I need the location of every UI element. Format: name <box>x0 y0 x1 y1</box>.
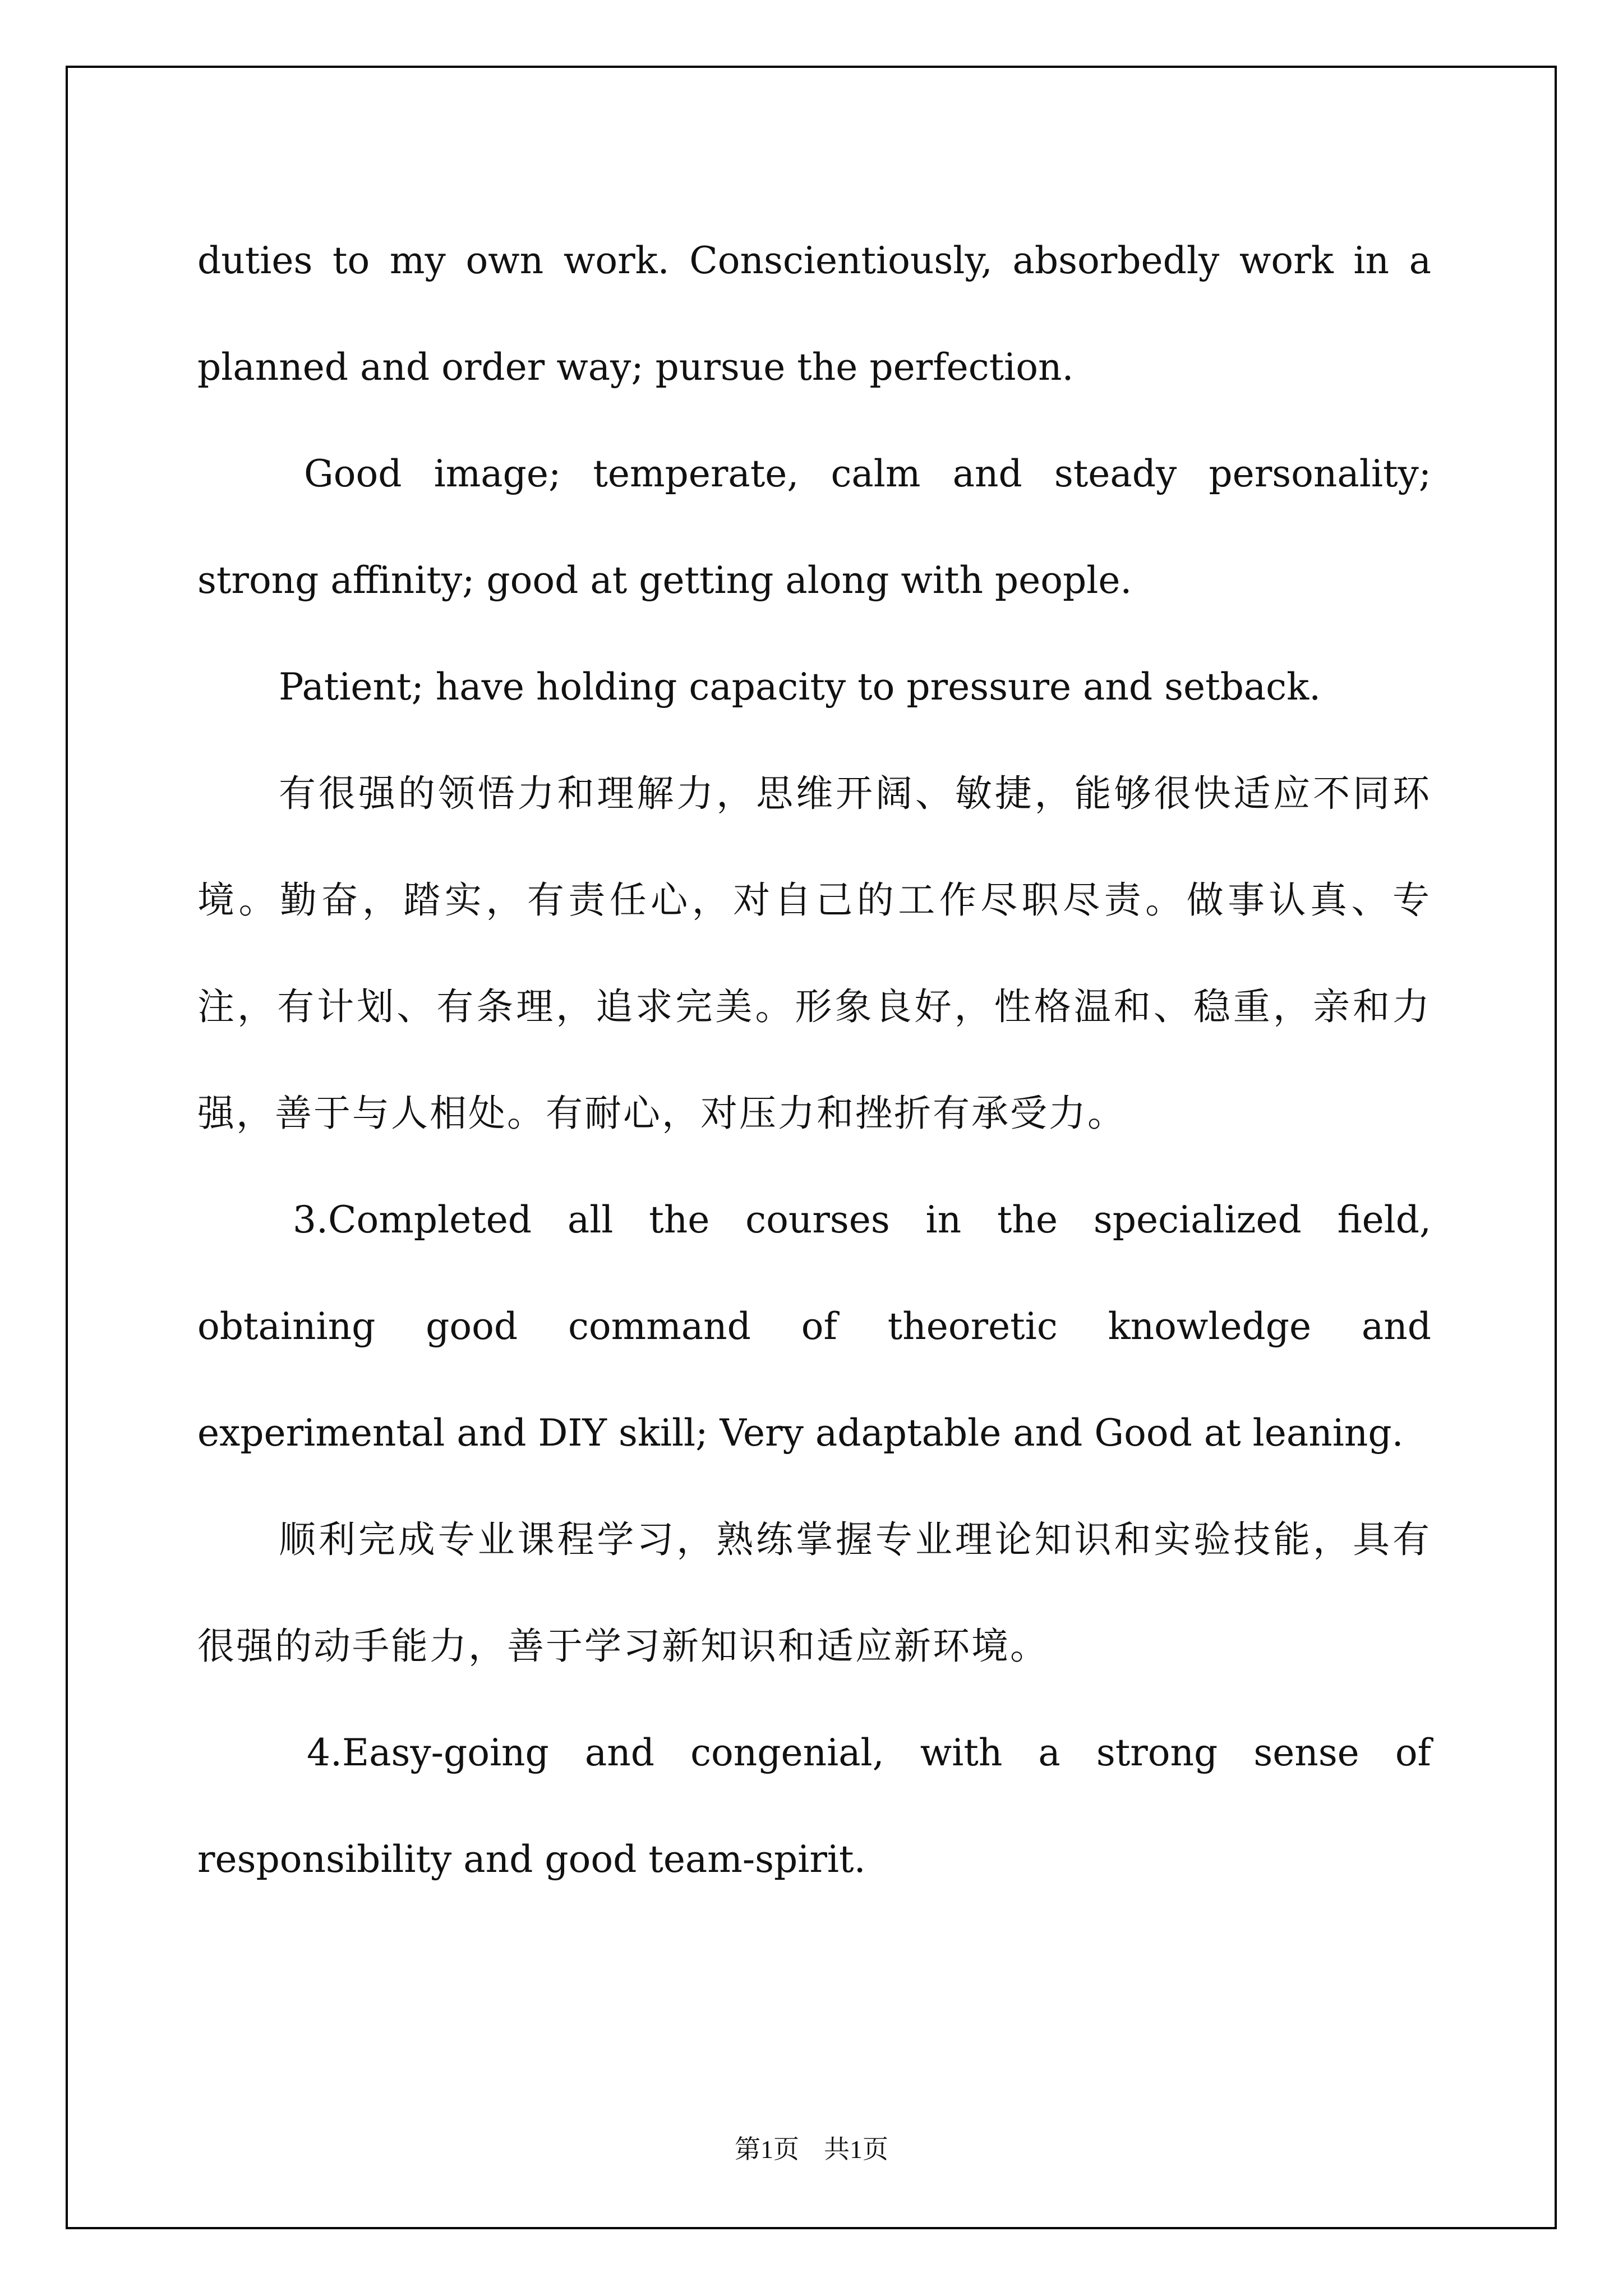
page-footer <box>0 2129 1623 2166</box>
paragraph-chinese-courses: 顺利完成专业课程学习，熟练掌握专业理论知识和实验技能，具有很强的动手能力，善于学习新知识和适应新环境。 <box>197 1518 1431 1668</box>
paragraph-patient: Patient; have holding capacity to pressure and setback. <box>279 665 1321 708</box>
page-total-label: 共1页 <box>824 2135 888 2164</box>
paragraph-chinese-qualities: 有很强的领悟力和理解力，思维开阔、敏捷，能够很快适应不同环境。勤奋，踏实，有责任心，对自己的工作尽职尽责。做事认真、专注，有计划、有条理，追求完美。形象良好，性格温和、稳重，亲和力强，善于与人相处。有耐心，对压力和挫折有承受力。 <box>197 772 1431 1135</box>
paragraph-duties: duties to my own work. Conscientiously, absorbedly work in a planned and order way; pursue the perfection. <box>197 239 1431 389</box>
paragraph-completed-courses: 3.Completed all the courses in the specialized field, obtaining good command of theoretic knowledge and experimental and DIY skill; Very adaptable and Good at leaning. <box>197 1198 1431 1455</box>
page-number-label: 第1页 <box>735 2135 799 2164</box>
document-body <box>197 208 1431 1913</box>
paragraph-easy-going: 4.Easy-going and congenial, with a strong sense of responsibility and good team-spirit. <box>197 1731 1431 1881</box>
paragraph-good-image: Good image; temperate, calm and steady personality; strong affinity; good at getting along with people. <box>197 452 1431 602</box>
